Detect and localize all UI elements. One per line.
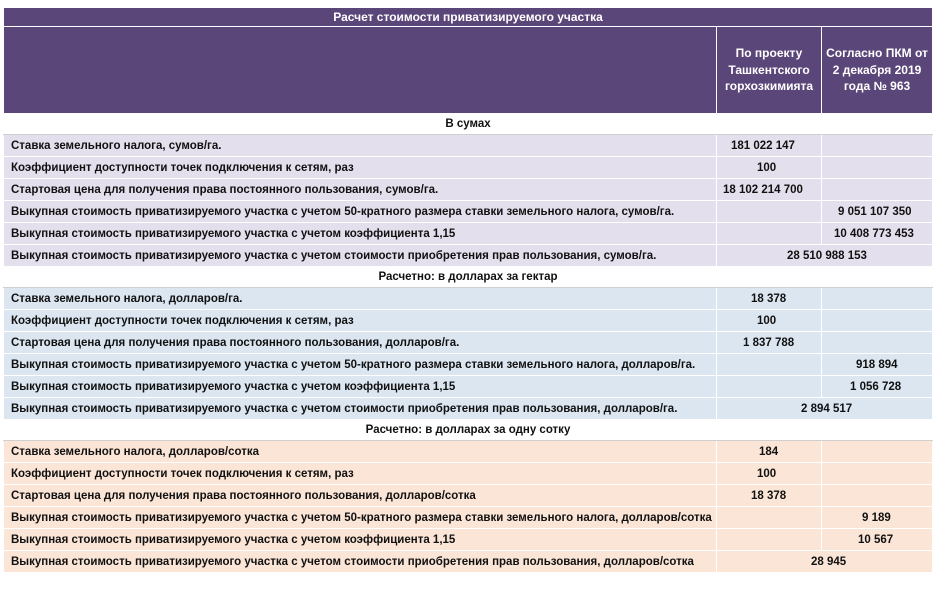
table-title-row bbox=[4, 8, 933, 27]
project-value bbox=[717, 201, 822, 223]
calculation-table bbox=[3, 7, 933, 573]
project-value: 184 bbox=[717, 441, 822, 463]
table-row bbox=[4, 179, 933, 201]
project-value: 1 837 788 bbox=[717, 332, 822, 354]
column-header-row bbox=[4, 27, 933, 114]
table-row bbox=[4, 376, 933, 398]
pkm-value bbox=[822, 288, 933, 310]
project-value: 100 bbox=[717, 310, 822, 332]
table-row bbox=[4, 288, 933, 310]
table-row bbox=[4, 223, 933, 245]
table-row bbox=[4, 485, 933, 507]
label-column-header bbox=[4, 27, 717, 114]
table-row bbox=[4, 441, 933, 463]
total-value: 2 894 517 bbox=[717, 398, 933, 420]
row-label: Выкупная стоимость приватизируемого участка с учетом 50-кратного размера ставки земельного налога, сумов/га. bbox=[4, 201, 717, 223]
row-label: Коэффициент доступности точек подключения к сетям, раз bbox=[4, 310, 717, 332]
section-heading: Расчетно: в долларах за гектар bbox=[4, 267, 933, 288]
table-row bbox=[4, 529, 933, 551]
total-label: Выкупная стоимость приватизируемого участка с учетом стоимости приобретения прав пользования, долларов/га. bbox=[4, 398, 717, 420]
table-row bbox=[4, 135, 933, 157]
project-value: 18 102 214 700 bbox=[717, 179, 822, 201]
pkm-column-header: Согласно ПКМ от 2 декабря 2019 года № 963 bbox=[822, 27, 933, 114]
pkm-value bbox=[822, 441, 933, 463]
table-row bbox=[4, 507, 933, 529]
pkm-value bbox=[822, 463, 933, 485]
row-label: Коэффициент доступности точек подключения к сетям, раз bbox=[4, 463, 717, 485]
project-value: 181 022 147 bbox=[717, 135, 822, 157]
pkm-value: 9 051 107 350 bbox=[822, 201, 933, 223]
row-label: Коэффициент доступности точек подключения к сетям, раз bbox=[4, 157, 717, 179]
table-row bbox=[4, 310, 933, 332]
table-title: Расчет стоимости приватизируемого участка bbox=[4, 8, 933, 27]
section-heading: В сумах bbox=[4, 114, 933, 135]
table-row bbox=[4, 354, 933, 376]
pkm-value bbox=[822, 179, 933, 201]
row-label: Выкупная стоимость приватизируемого участка с учетом 50-кратного размера ставки земельного налога, долларов/сотка bbox=[4, 507, 717, 529]
project-value bbox=[717, 376, 822, 398]
pkm-value: 1 056 728 bbox=[822, 376, 933, 398]
project-value bbox=[717, 223, 822, 245]
project-value: 100 bbox=[717, 157, 822, 179]
pkm-value: 10 567 bbox=[822, 529, 933, 551]
pkm-value bbox=[822, 310, 933, 332]
row-label: Стартовая цена для получения права постоянного пользования, долларов/га. bbox=[4, 332, 717, 354]
project-value: 18 378 bbox=[717, 288, 822, 310]
table-row bbox=[4, 201, 933, 223]
table-row bbox=[4, 157, 933, 179]
row-label: Выкупная стоимость приватизируемого участка с учетом коэффициента 1,15 bbox=[4, 529, 717, 551]
project-value bbox=[717, 507, 822, 529]
row-label: Стартовая цена для получения права постоянного пользования, долларов/сотка bbox=[4, 485, 717, 507]
row-label: Ставка земельного налога, долларов/сотка bbox=[4, 441, 717, 463]
total-row bbox=[4, 551, 933, 573]
pkm-value bbox=[822, 157, 933, 179]
section-heading-row bbox=[4, 420, 933, 441]
row-label: Выкупная стоимость приватизируемого участка с учетом коэффициента 1,15 bbox=[4, 223, 717, 245]
project-value: 18 378 bbox=[717, 485, 822, 507]
section-heading-row bbox=[4, 267, 933, 288]
section-heading: Расчетно: в долларах за одну сотку bbox=[4, 420, 933, 441]
pkm-value bbox=[822, 135, 933, 157]
total-value: 28 945 bbox=[717, 551, 933, 573]
total-label: Выкупная стоимость приватизируемого участка с учетом стоимости приобретения прав пользования, долларов/сотка bbox=[4, 551, 717, 573]
row-label: Ставка земельного налога, долларов/га. bbox=[4, 288, 717, 310]
project-value bbox=[717, 529, 822, 551]
total-row bbox=[4, 398, 933, 420]
total-label: Выкупная стоимость приватизируемого участка с учетом стоимости приобретения прав пользования, сумов/га. bbox=[4, 245, 717, 267]
pkm-value bbox=[822, 332, 933, 354]
row-label: Выкупная стоимость приватизируемого участка с учетом 50-кратного размера ставки земельного налога, долларов/га. bbox=[4, 354, 717, 376]
pkm-value: 9 189 bbox=[822, 507, 933, 529]
pkm-value bbox=[822, 485, 933, 507]
row-label: Стартовая цена для получения права постоянного пользования, сумов/га. bbox=[4, 179, 717, 201]
table-row bbox=[4, 332, 933, 354]
table-row bbox=[4, 463, 933, 485]
row-label: Выкупная стоимость приватизируемого участка с учетом коэффициента 1,15 bbox=[4, 376, 717, 398]
project-value: 100 bbox=[717, 463, 822, 485]
project-column-header: По проекту Ташкентского горхозкимията bbox=[717, 27, 822, 114]
pkm-value: 918 894 bbox=[822, 354, 933, 376]
pkm-value: 10 408 773 453 bbox=[822, 223, 933, 245]
total-value: 28 510 988 153 bbox=[717, 245, 933, 267]
total-row bbox=[4, 245, 933, 267]
project-value bbox=[717, 354, 822, 376]
row-label: Ставка земельного налога, сумов/га. bbox=[4, 135, 717, 157]
section-heading-row bbox=[4, 114, 933, 135]
